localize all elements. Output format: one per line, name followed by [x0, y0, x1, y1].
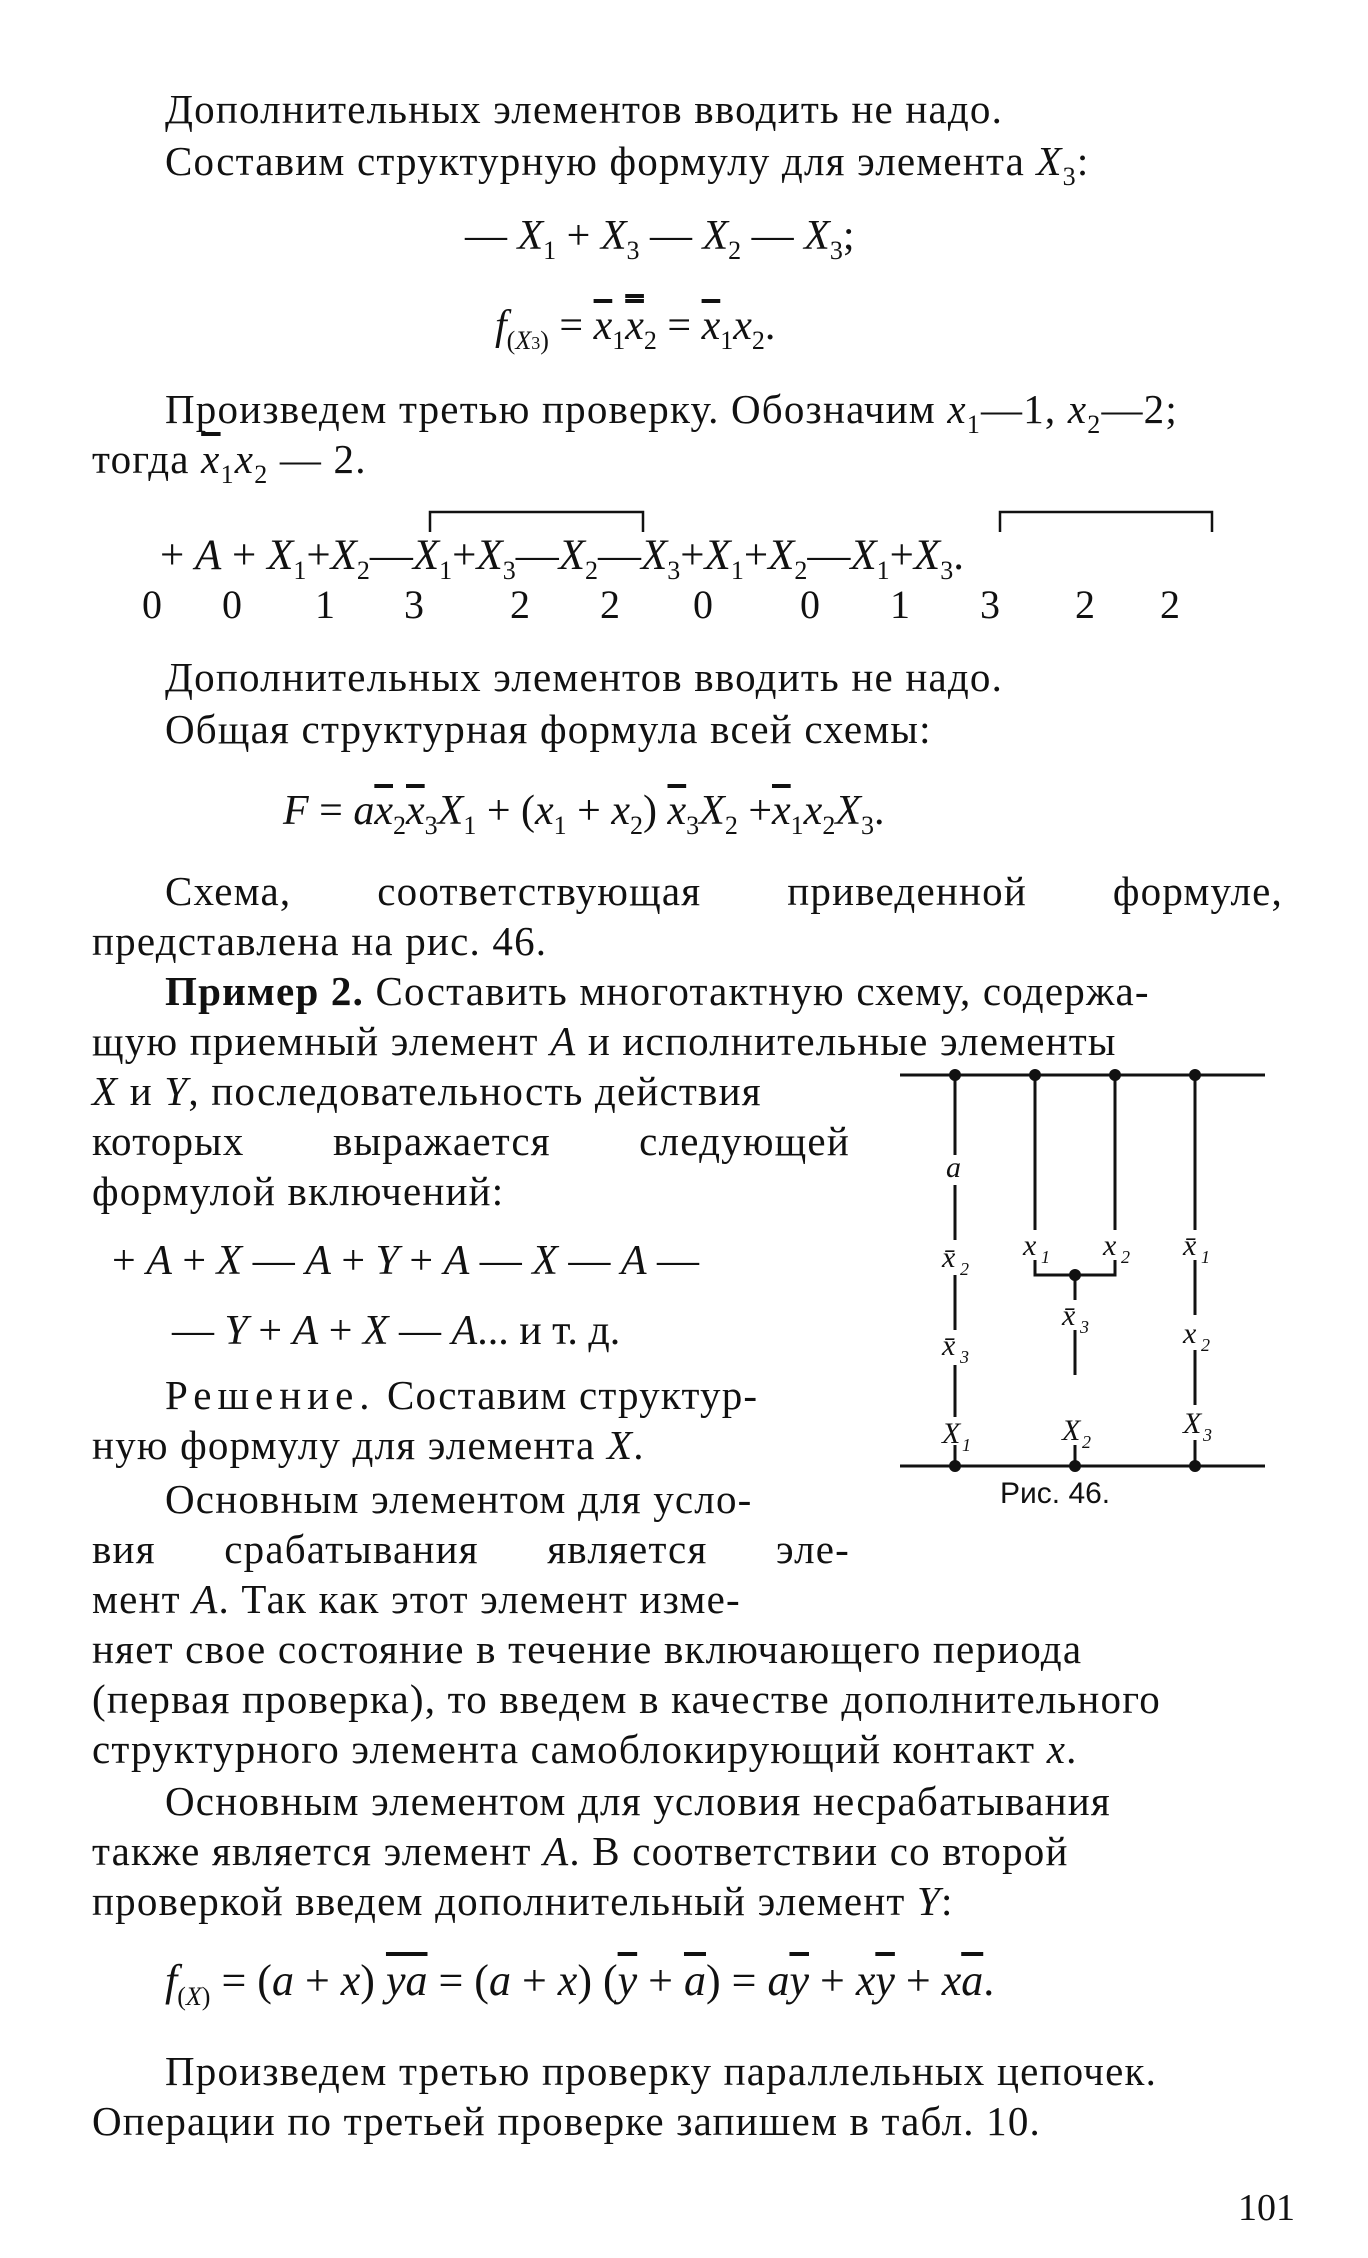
text-line: X и Y, последовательность действия — [92, 1068, 762, 1114]
svg-text:x̄: x̄ — [942, 1241, 956, 1274]
text-line: Общая структурная формула всей схемы: — [165, 706, 932, 752]
text-line: Схема, соответствующая приведенной формуле, — [165, 868, 1283, 914]
text-line: Дополнительных элементов вводить не надо. — [165, 654, 1004, 700]
svg-text:x: x — [1023, 1229, 1037, 1262]
svg-text:1: 1 — [1201, 1247, 1210, 1267]
text-line: Произведем третью проверку параллельных цепочек. — [165, 2048, 1158, 2094]
svg-text:a: a — [946, 1151, 961, 1184]
text-line: тогда $\overline{x}_1x_2$ — 2. — [92, 436, 367, 489]
svg-text:X: X — [1062, 1414, 1081, 1447]
figure-caption: Рис. 46. — [1000, 1477, 1111, 1510]
svg-text:2: 2 — [1082, 1432, 1091, 1452]
svg-text:3: 3 — [960, 1347, 969, 1367]
formula-step-numbers: 0 0 1 3 2 2 0 0 1 3 2 2 — [142, 582, 1180, 627]
svg-text:1: 1 — [962, 1435, 971, 1455]
svg-text:2: 2 — [1201, 1335, 1210, 1355]
text-line: Составим структурную формулу для элемента $X_3$: — [165, 138, 1090, 191]
svg-text:3: 3 — [1080, 1317, 1089, 1337]
relay-circuit-diagram — [880, 1055, 1280, 1505]
text-line: структурного элемента самоблокирующий контакт x. — [92, 1726, 1078, 1772]
page-number: 101 — [1238, 2187, 1295, 2229]
svg-text:2: 2 — [1121, 1247, 1130, 1267]
text-line: (первая проверка), то введем в качестве дополнительного — [92, 1676, 1161, 1722]
formula: $F = a\overline{x}_2\overline{x}_3X_1 + (x_1 + x_2)$ $\overline{x}_3X_2 +\overline{x}_1x_2X_3$. — [283, 788, 885, 840]
svg-text:1: 1 — [1041, 1247, 1050, 1267]
formula: + A + X — A + Y + A — X — A — — [112, 1238, 700, 1284]
svg-text:x̄: x̄ — [1183, 1229, 1197, 1262]
formula: — $X_1 + X_3$ — $X_2$ — $X_3$; — [465, 213, 855, 265]
text-line: няет свое состояние в течение включающего периода — [92, 1626, 1083, 1672]
text-line: проверкой введем дополнительный элемент Y: — [92, 1878, 954, 1924]
figure-46 — [880, 1055, 1280, 1510]
text-line: также является элемент A. В соответствии со второй — [92, 1828, 1069, 1874]
text-line: Пример 2. Составить многотактную схему, содержа- — [165, 968, 1150, 1014]
text-line: Дополнительных элементов вводить не надо. — [165, 86, 1004, 132]
svg-text:x̄: x̄ — [942, 1329, 956, 1362]
formula: + $A + X_1+X_2—X_1+X_3—X_2—X_3+X_1+X_2—X_1+X_3$. — [160, 532, 964, 585]
text-line: щую приемный элемент A и исполнительные элементы — [92, 1018, 1117, 1064]
text-line: Произведем третью проверку. Обозначим $x_1—1$, $x_2—2$; — [165, 386, 1178, 439]
text-line: вия срабатывания является эле- — [92, 1526, 850, 1572]
text-line: ную формулу для элемента X. — [92, 1422, 645, 1468]
formula: $f_{(X)} = (a + x) \overline{ya} = (a + x) (\overline{y} + \overline{a}) = a\overline{y} + x\overline{y} + x\overline{a}$. — [165, 1956, 995, 2011]
text-line: формулой включений: — [92, 1168, 505, 1214]
text-line: Основным элементом для усло- — [165, 1476, 753, 1522]
svg-text:2: 2 — [960, 1259, 969, 1279]
formula: $f_{(X3)} = \overline{x}_1x_2 = \overline{x}_1x_2$. — [495, 303, 776, 355]
text-line: которых выражается следующей — [92, 1118, 850, 1164]
svg-text:x: x — [1183, 1317, 1197, 1350]
svg-text:x̄: x̄ — [1062, 1299, 1076, 1332]
text-line: Решение. Составим структур- — [165, 1372, 759, 1418]
svg-text:x: x — [1103, 1229, 1117, 1262]
formula: — Y + A + X — A... и т. д. — [172, 1308, 621, 1354]
text-line: Основным элементом для условия несрабатывания — [165, 1778, 1111, 1824]
svg-text:3: 3 — [1203, 1425, 1212, 1445]
svg-text:X: X — [942, 1417, 961, 1450]
text-line: Операции по третьей проверке запишем в табл. 10. — [92, 2098, 1042, 2144]
svg-text:X: X — [1183, 1407, 1202, 1440]
text-line: мент A. Так как этот элемент изме- — [92, 1576, 741, 1622]
text-line: представлена на рис. 46. — [92, 918, 548, 964]
